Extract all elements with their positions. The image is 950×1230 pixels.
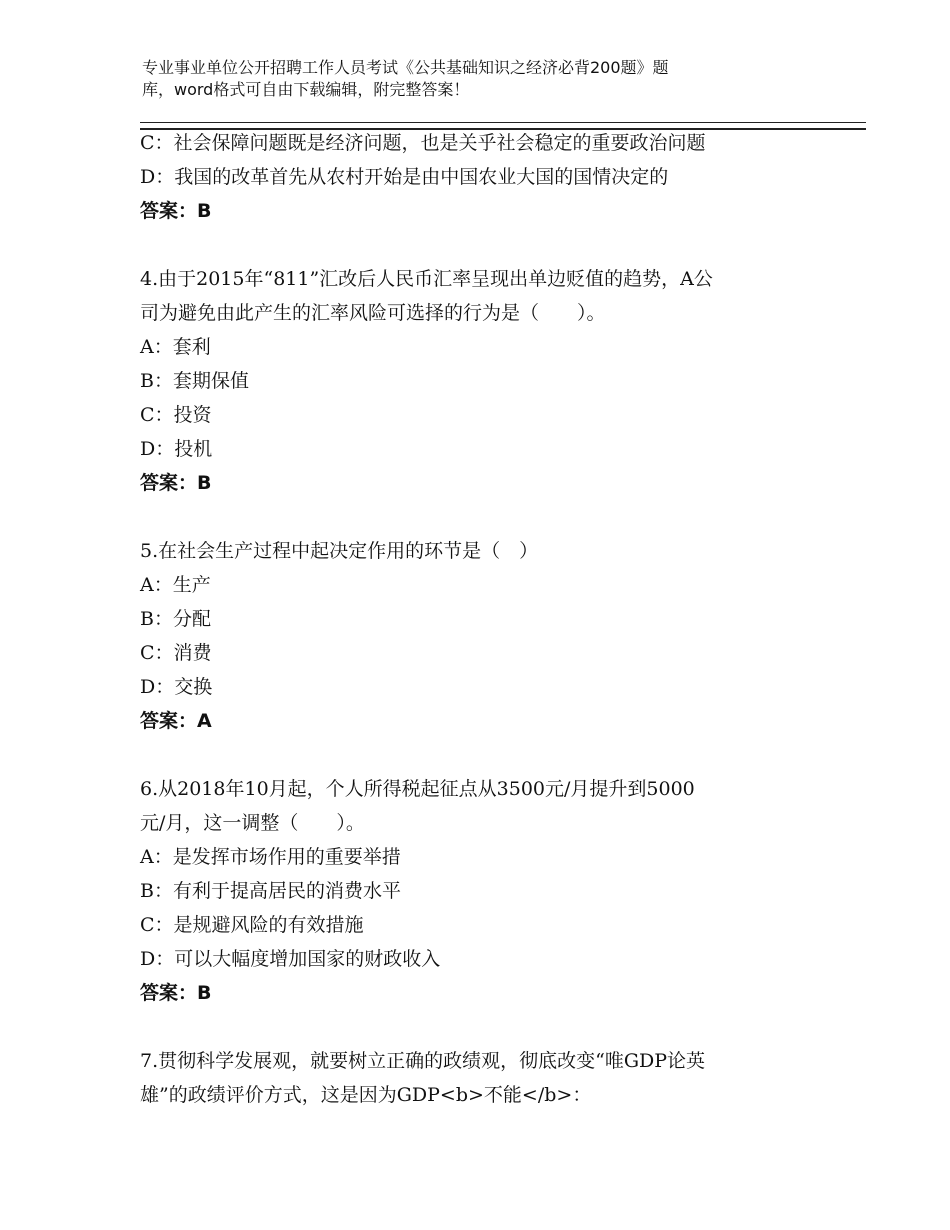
option-a: A：生产 xyxy=(140,574,211,596)
option-d: D：投机 xyxy=(140,438,213,460)
question-3-tail xyxy=(140,126,830,228)
header-title-line-1: 专业事业单位公开招聘工作人员考试《公共基础知识之经济必背200题》题 xyxy=(142,58,669,77)
question-7 xyxy=(140,1044,830,1112)
option-d: D：我国的改革首先从农村开始是由中国农业大国的国情决定的 xyxy=(140,166,669,188)
spacer xyxy=(140,738,830,772)
option-c: C：社会保障问题既是经济问题，也是关乎社会稳定的重要政治问题 xyxy=(140,132,706,154)
option-d: D：交换 xyxy=(140,676,213,698)
answer-line: 答案：B xyxy=(140,982,212,1004)
question-stem: 6.从2018年10月起，个人所得税起征点从3500元/月提升到5000 xyxy=(140,778,695,800)
option-b: B：有利于提高居民的消费水平 xyxy=(140,880,401,902)
option-b: B：分配 xyxy=(140,608,211,630)
document-body xyxy=(140,126,830,1112)
question-4 xyxy=(140,262,830,500)
spacer xyxy=(140,228,830,262)
spacer xyxy=(140,500,830,534)
option-d: D：可以大幅度增加国家的财政收入 xyxy=(140,948,441,970)
question-stem: 雄”的政绩评价方式，这是因为GDP<b>不能</b>： xyxy=(140,1084,592,1106)
question-stem: 7.贯彻科学发展观，就要树立正确的政绩观，彻底改变“唯GDP论英 xyxy=(140,1050,706,1072)
header-title-line-2: 库，word格式可自由下载编辑，附完整答案！ xyxy=(142,80,470,99)
option-c: C：投资 xyxy=(140,404,212,426)
answer-line: 答案：B xyxy=(140,200,212,222)
question-stem: 4.由于2015年“811”汇改后人民币汇率呈现出单边贬值的趋势，A公 xyxy=(140,268,713,290)
question-5 xyxy=(140,534,830,738)
page-header xyxy=(142,57,782,101)
question-6 xyxy=(140,772,830,1010)
answer-line: 答案：A xyxy=(140,710,212,732)
question-stem: 司为避免由此产生的汇率风险可选择的行为是（ ）。 xyxy=(140,302,606,324)
option-a: A：是发挥市场作用的重要举措 xyxy=(140,846,401,868)
answer-line: 答案：B xyxy=(140,472,212,494)
question-stem: 元/月，这一调整（ ）。 xyxy=(140,812,365,834)
spacer xyxy=(140,1010,830,1044)
option-b: B：套期保值 xyxy=(140,370,249,392)
option-a: A：套利 xyxy=(140,336,211,358)
option-c: C：消费 xyxy=(140,642,212,664)
question-stem: 5.在社会生产过程中起决定作用的环节是（ ） xyxy=(140,540,539,562)
option-c: C：是规避风险的有效措施 xyxy=(140,914,364,936)
